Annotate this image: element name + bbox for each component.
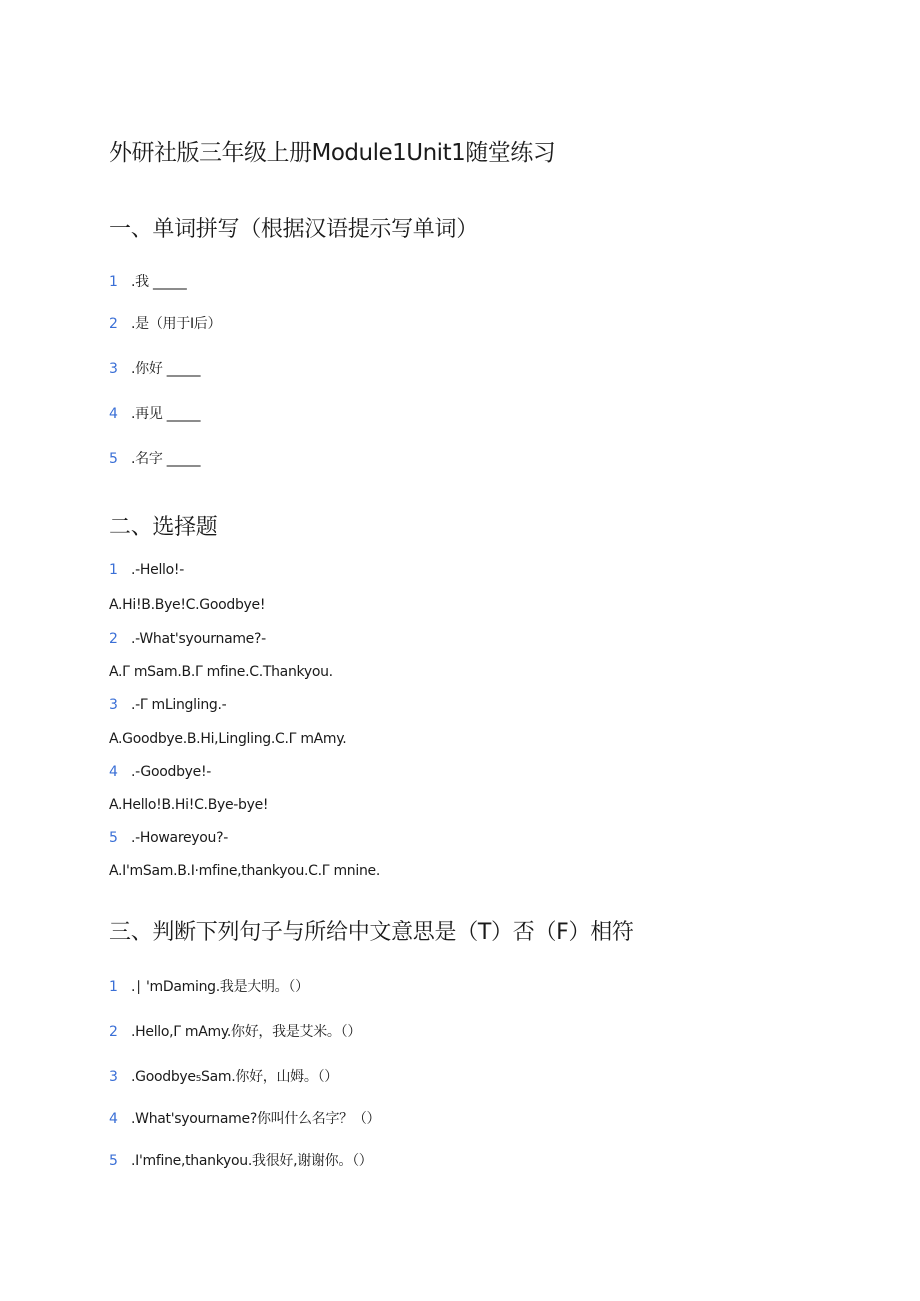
item-text: .是（用于I后）: [131, 316, 222, 332]
item-number: 4: [109, 764, 118, 780]
section-heading-choice: 二、选择题: [109, 515, 218, 540]
item-number: 1: [109, 562, 118, 578]
item-text: .What'syourname?你叫什么名字？（）: [131, 1111, 381, 1127]
item-number: 2: [109, 316, 118, 332]
choice-question: [109, 562, 184, 578]
true-false-item: [109, 1150, 372, 1170]
true-false-item: [109, 1066, 338, 1086]
item-number: 5: [109, 451, 118, 467]
section-heading-spelling: 一、单词拼写（根据汉语提示写单词）: [109, 217, 478, 242]
choice-question: [109, 830, 228, 846]
item-number: 1: [109, 274, 118, 290]
item-text: .名字 _____: [131, 451, 201, 467]
item-number: 4: [109, 406, 118, 422]
question-text: .-Hello!-: [131, 562, 184, 578]
page-title: 外研社版三年级上册Module1Unit1随堂练习: [109, 140, 556, 166]
item-text: .再见 _____: [131, 406, 201, 422]
choice-question: [109, 631, 266, 647]
spelling-item: [109, 313, 221, 333]
spelling-item: [109, 403, 200, 423]
item-text: .Hello,Γ mAmy.你好，我是艾米。（）: [131, 1024, 362, 1040]
question-text: .-Goodbye!-: [131, 764, 212, 780]
spelling-item: [109, 358, 200, 378]
item-number: 2: [109, 1024, 118, 1040]
item-number: 4: [109, 1111, 118, 1127]
item-text: .我 _____: [131, 274, 187, 290]
section-heading-true-false: 三、判断下列句子与所给中文意思是（T）否（F）相符: [109, 920, 634, 945]
spelling-item: [109, 271, 187, 291]
choice-options: A.Hi!B.Bye!C.Goodbye!: [109, 597, 266, 613]
item-number: 2: [109, 631, 118, 647]
true-false-item: [109, 976, 309, 996]
item-text: .∣ 'mDaming.我是大明。（）: [131, 979, 309, 995]
item-number: 5: [109, 1153, 118, 1169]
item-number: 3: [109, 1069, 118, 1085]
choice-options: A.Γ mSam.B.Γ mfine.C.Thankyou.: [109, 664, 333, 680]
choice-question: [109, 764, 211, 780]
question-text: .-Γ mLingling.-: [131, 697, 227, 713]
item-number: 5: [109, 830, 118, 846]
choice-options: A.I'mSam.B.I·mfine,thankyou.C.Γ mnine.: [109, 863, 380, 879]
choice-options: A.Hello!B.Hi!C.Bye-bye!: [109, 797, 269, 813]
question-text: .-What'syourname?-: [131, 631, 266, 647]
item-number: 3: [109, 361, 118, 377]
true-false-item: [109, 1021, 361, 1041]
item-text: .I'mfine,thankyou.我很好,谢谢你。（）: [131, 1153, 373, 1169]
item-text: .你好 _____: [131, 361, 201, 377]
spelling-item: [109, 448, 200, 468]
question-text: .-Howareyou?-: [131, 830, 228, 846]
true-false-item: [109, 1108, 380, 1128]
choice-options: A.Goodbye.B.Hi,Lingling.C.Γ mAmy.: [109, 731, 347, 747]
item-text: .Goodbye₅Sam.你好，山姆。（）: [131, 1069, 338, 1085]
item-number: 3: [109, 697, 118, 713]
item-number: 1: [109, 979, 118, 995]
choice-question: [109, 697, 226, 713]
